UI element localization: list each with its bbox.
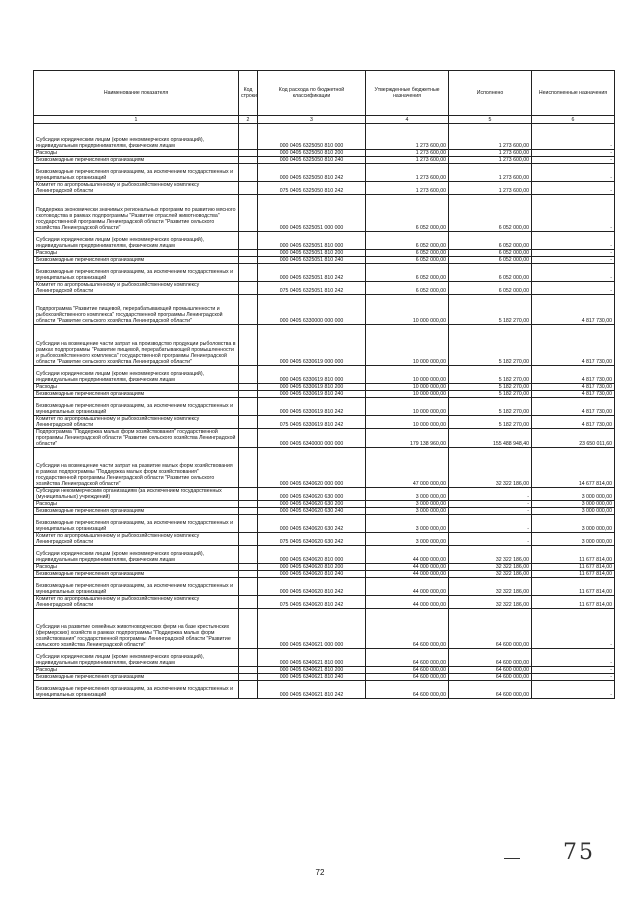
row-name: Субсидии на возмещение части затрат на развитие малых форм хозяйствования в рамках подпрограммы "Поддержка малых форм хозяйствования" государственной программы Ленинградской области "Развитие сельского хозяйства Ленинградской области" — [34, 448, 239, 488]
unexecuted-amount: 11 677 814,00 — [532, 596, 615, 609]
row-name: Комитет по агропромышленному и рыбохозяйственному комплексу Ленинградской области — [34, 182, 239, 195]
table-row — [34, 546, 615, 564]
budget-code: 000 0405 6340620 810 200 — [258, 564, 366, 571]
row-name: Комитет по агропромышленному и рыбохозяйственному комплексу Ленинградской области — [34, 533, 239, 546]
column-number: 2 — [239, 116, 258, 124]
approved-amount: 1 273 600,00 — [366, 124, 449, 150]
row-name: Безвозмездные перечисления организациям, за исключением государственных и муниципальных организаций — [34, 398, 239, 416]
row-name: Субсидии юридическим лицам (кроме некоммерческих организаций), индивидуальным предпринимателям, физическим лицам — [34, 232, 239, 250]
row-code — [239, 416, 258, 429]
executed-amount: 64 600 000,00 — [449, 681, 532, 699]
column-header-budget-code: Код расхода по бюджетной классификации — [258, 71, 366, 116]
column-number: 6 — [532, 116, 615, 124]
row-name: Подпрограмма "Поддержка малых форм хозяйствования" государственной программы Ленинградской области "Развитие сельского хозяйства Ленинградской области" — [34, 429, 239, 448]
executed-amount: - — [449, 501, 532, 508]
table-row — [34, 398, 615, 416]
approved-amount: 6 052 000,00 — [366, 264, 449, 282]
budget-code: 000 0405 6330619 810 242 — [258, 398, 366, 416]
approved-amount: 47 000 000,00 — [366, 448, 449, 488]
row-code — [239, 564, 258, 571]
row-name: Безвозмездные перечисления организациям — [34, 508, 239, 515]
row-code — [239, 182, 258, 195]
row-code — [239, 282, 258, 295]
table-row — [34, 448, 615, 488]
budget-code: 000 0405 6340621 810 000 — [258, 649, 366, 667]
approved-amount: 6 052 000,00 — [366, 232, 449, 250]
table-row — [34, 157, 615, 164]
row-code — [239, 488, 258, 501]
unexecuted-amount: - — [532, 609, 615, 649]
unexecuted-amount: - — [532, 195, 615, 232]
row-name: Комитет по агропромышленному и рыбохозяйственному комплексу Ленинградской области — [34, 282, 239, 295]
row-name: Безвозмездные перечисления организациям — [34, 674, 239, 681]
unexecuted-amount: - — [532, 150, 615, 157]
budget-code: 000 0405 6325050 810 242 — [258, 164, 366, 182]
unexecuted-amount: - — [532, 124, 615, 150]
table-row — [34, 295, 615, 325]
budget-code: 075 0405 6340620 630 242 — [258, 533, 366, 546]
executed-amount: 1 273 600,00 — [449, 182, 532, 195]
unexecuted-amount: 3 000 000,00 — [532, 488, 615, 501]
row-name: Субсидии юридическим лицам (кроме некоммерческих организаций), индивидуальным предпринимателям, физическим лицам — [34, 366, 239, 384]
row-code — [239, 391, 258, 398]
approved-amount: 44 000 000,00 — [366, 546, 449, 564]
unexecuted-amount: - — [532, 649, 615, 667]
executed-amount: - — [449, 515, 532, 533]
executed-amount: 5 182 270,00 — [449, 325, 532, 366]
approved-amount: 64 600 000,00 — [366, 649, 449, 667]
table-row — [34, 195, 615, 232]
table-row — [34, 515, 615, 533]
approved-amount: 44 000 000,00 — [366, 578, 449, 596]
budget-code: 000 0405 6325051 000 000 — [258, 195, 366, 232]
handwritten-dash — [504, 858, 520, 859]
budget-code: 000 0405 6340621 810 200 — [258, 667, 366, 674]
unexecuted-amount: 4 817 730,00 — [532, 391, 615, 398]
column-number: 3 — [258, 116, 366, 124]
row-name: Субсидии некоммерческим организациям (за исключением государственных (муниципальных) учреждений) — [34, 488, 239, 501]
unexecuted-amount: 11 677 814,00 — [532, 571, 615, 578]
budget-code: 000 0405 6340620 810 240 — [258, 571, 366, 578]
row-code — [239, 250, 258, 257]
approved-amount: 44 000 000,00 — [366, 571, 449, 578]
budget-code: 000 0405 6340620 000 000 — [258, 448, 366, 488]
budget-code: 000 0405 6325050 810 000 — [258, 124, 366, 150]
unexecuted-amount: 4 817 730,00 — [532, 366, 615, 384]
approved-amount: 179 138 960,00 — [366, 429, 449, 448]
row-name: Безвозмездные перечисления организациям, за исключением государственных и муниципальных организаций — [34, 164, 239, 182]
row-code — [239, 609, 258, 649]
budget-code: 000 0405 6325051 810 000 — [258, 232, 366, 250]
table-row — [34, 282, 615, 295]
table-row — [34, 533, 615, 546]
table-row — [34, 150, 615, 157]
unexecuted-amount: - — [532, 257, 615, 264]
row-code — [239, 325, 258, 366]
row-name: Расходы — [34, 501, 239, 508]
table-row — [34, 667, 615, 674]
page-number: 72 — [315, 868, 325, 877]
table-row — [34, 674, 615, 681]
table-row — [34, 416, 615, 429]
executed-amount: 5 182 270,00 — [449, 295, 532, 325]
table-row — [34, 596, 615, 609]
row-name: Расходы — [34, 150, 239, 157]
row-code — [239, 448, 258, 488]
unexecuted-amount: 4 817 730,00 — [532, 398, 615, 416]
approved-amount: 44 000 000,00 — [366, 564, 449, 571]
table-row — [34, 564, 615, 571]
row-code — [239, 257, 258, 264]
approved-amount: 1 273 600,00 — [366, 150, 449, 157]
row-name: Безвозмездные перечисления организациям, за исключением государственных и муниципальных организаций — [34, 515, 239, 533]
budget-code: 000 0405 6330619 810 240 — [258, 391, 366, 398]
executed-amount: 6 052 000,00 — [449, 195, 532, 232]
approved-amount: 1 273 600,00 — [366, 182, 449, 195]
row-name: Безвозмездные перечисления организациям, за исключением государственных и муниципальных организаций — [34, 264, 239, 282]
budget-code: 075 0405 6340620 810 242 — [258, 596, 366, 609]
approved-amount: 10 000 000,00 — [366, 295, 449, 325]
row-code — [239, 164, 258, 182]
budget-code: 000 0405 6325050 810 200 — [258, 150, 366, 157]
table-row — [34, 250, 615, 257]
unexecuted-amount: 3 000 000,00 — [532, 515, 615, 533]
table-row — [34, 366, 615, 384]
executed-amount: 32 322 186,00 — [449, 596, 532, 609]
executed-amount: 5 182 270,00 — [449, 366, 532, 384]
unexecuted-amount: 11 677 814,00 — [532, 546, 615, 564]
row-name: Расходы — [34, 667, 239, 674]
executed-amount: - — [449, 488, 532, 501]
approved-amount: 6 052 000,00 — [366, 282, 449, 295]
budget-code: 000 0405 6330619 000 000 — [258, 325, 366, 366]
unexecuted-amount: - — [532, 264, 615, 282]
row-code — [239, 295, 258, 325]
row-name: Субсидии на развитие семейных животноводческих ферм на базе крестьянских (фермерских) хозяйств в рамках подпрограммы "Поддержка малых форм хозяйствования" государственной программы Ленинградской области "Развитие сельского хозяйства Ленинградской области" — [34, 609, 239, 649]
row-code — [239, 533, 258, 546]
header-row — [34, 71, 615, 116]
budget-code: 000 0405 6340620 810 000 — [258, 546, 366, 564]
approved-amount: 10 000 000,00 — [366, 391, 449, 398]
row-code — [239, 195, 258, 232]
table-row — [34, 681, 615, 699]
executed-amount: 32 322 186,00 — [449, 571, 532, 578]
executed-amount: 64 600 000,00 — [449, 674, 532, 681]
row-code — [239, 501, 258, 508]
budget-code: 000 0405 6340620 630 240 — [258, 508, 366, 515]
approved-amount: 3 000 000,00 — [366, 488, 449, 501]
budget-table — [33, 70, 615, 699]
budget-code: 000 0405 6340620 630 200 — [258, 501, 366, 508]
approved-amount: 10 000 000,00 — [366, 416, 449, 429]
executed-amount: 1 273 600,00 — [449, 150, 532, 157]
row-code — [239, 398, 258, 416]
row-name: Субсидии юридическим лицам (кроме некоммерческих организаций), индивидуальным предпринимателям, физическим лицам — [34, 649, 239, 667]
executed-amount: 32 322 186,00 — [449, 546, 532, 564]
table-row — [34, 609, 615, 649]
column-number: 5 — [449, 116, 532, 124]
row-code — [239, 571, 258, 578]
executed-amount: 32 322 186,00 — [449, 448, 532, 488]
row-name: Подпрограмма "Развитие пищевой, перерабатывающей промышленности и рыбохозяйственного комплекса" государственной программы Ленинградской области "Развитие сельского хозяйства Ленинградской области" — [34, 295, 239, 325]
table-row — [34, 571, 615, 578]
row-code — [239, 578, 258, 596]
row-name: Безвозмездные перечисления организациям — [34, 391, 239, 398]
table-row — [34, 501, 615, 508]
executed-amount: 6 052 000,00 — [449, 250, 532, 257]
row-name: Безвозмездные перечисления организациям — [34, 571, 239, 578]
executed-amount: 6 052 000,00 — [449, 264, 532, 282]
executed-amount: 1 273 600,00 — [449, 124, 532, 150]
unexecuted-amount: 23 650 011,60 — [532, 429, 615, 448]
approved-amount: 6 052 000,00 — [366, 195, 449, 232]
table-row — [34, 649, 615, 667]
executed-amount: 64 600 000,00 — [449, 667, 532, 674]
approved-amount: 3 000 000,00 — [366, 508, 449, 515]
column-header-executed: Исполнено — [449, 71, 532, 116]
unexecuted-amount: 3 000 000,00 — [532, 508, 615, 515]
budget-code: 075 0405 6325050 810 242 — [258, 182, 366, 195]
executed-amount: 6 052 000,00 — [449, 232, 532, 250]
row-name: Безвозмездные перечисления организациям — [34, 257, 239, 264]
unexecuted-amount: 3 000 000,00 — [532, 533, 615, 546]
executed-amount: 155 488 948,40 — [449, 429, 532, 448]
unexecuted-amount: 11 677 814,00 — [532, 564, 615, 571]
unexecuted-amount: 4 817 730,00 — [532, 325, 615, 366]
budget-code: 000 0405 6325051 810 242 — [258, 264, 366, 282]
row-name: Поддержка экономически значимых региональных программ по развитию мясного скотоводства в рамках подпрограммы "Развитие отраслей животноводства" государственной программы Ленинградской области "Развитие сельского хозяйства Ленинградской области" — [34, 195, 239, 232]
executed-amount: - — [449, 533, 532, 546]
executed-amount: 5 182 270,00 — [449, 398, 532, 416]
budget-code: 000 0405 6325050 810 240 — [258, 157, 366, 164]
table-row — [34, 124, 615, 150]
approved-amount: 44 000 000,00 — [366, 596, 449, 609]
row-code — [239, 515, 258, 533]
approved-amount: 10 000 000,00 — [366, 366, 449, 384]
table-body — [34, 124, 615, 699]
column-header-name: Наименование показателя — [34, 71, 239, 116]
row-name: Расходы — [34, 564, 239, 571]
executed-amount: 1 273 600,00 — [449, 164, 532, 182]
executed-amount: 5 182 270,00 — [449, 391, 532, 398]
budget-code: 075 0405 6330619 810 242 — [258, 416, 366, 429]
row-name: Субсидии юридическим лицам (кроме некоммерческих организаций), индивидуальным предпринимателям, физическим лицам — [34, 124, 239, 150]
row-name: Безвозмездные перечисления организациям, за исключением государственных и муниципальных организаций — [34, 681, 239, 699]
row-code — [239, 596, 258, 609]
approved-amount: 6 052 000,00 — [366, 250, 449, 257]
row-code — [239, 546, 258, 564]
column-header-approved: Утвержденные бюджетные назначения — [366, 71, 449, 116]
row-code — [239, 681, 258, 699]
budget-code: 000 0405 6340620 630 242 — [258, 515, 366, 533]
approved-amount: 64 600 000,00 — [366, 681, 449, 699]
approved-amount: 3 000 000,00 — [366, 515, 449, 533]
executed-amount: 64 600 000,00 — [449, 609, 532, 649]
approved-amount: 64 600 000,00 — [366, 667, 449, 674]
table-row — [34, 164, 615, 182]
executed-amount: 6 052 000,00 — [449, 257, 532, 264]
unexecuted-amount: 4 817 730,00 — [532, 295, 615, 325]
table-row — [34, 264, 615, 282]
executed-amount: 64 600 000,00 — [449, 649, 532, 667]
row-code — [239, 232, 258, 250]
executed-amount: 5 182 270,00 — [449, 384, 532, 391]
executed-amount: 1 273 600,00 — [449, 157, 532, 164]
unexecuted-amount: - — [532, 674, 615, 681]
row-name: Субсидии юридическим лицам (кроме некоммерческих организаций), индивидуальным предпринимателям, физическим лицам — [34, 546, 239, 564]
row-code — [239, 124, 258, 150]
column-header-unexecuted: Неисполненные назначения — [532, 71, 615, 116]
row-code — [239, 150, 258, 157]
row-name: Расходы — [34, 250, 239, 257]
approved-amount: 10 000 000,00 — [366, 384, 449, 391]
table-row — [34, 488, 615, 501]
column-header-row-code: Код строки — [239, 71, 258, 116]
unexecuted-amount: - — [532, 182, 615, 195]
row-code — [239, 384, 258, 391]
approved-amount: 10 000 000,00 — [366, 398, 449, 416]
table-row — [34, 391, 615, 398]
unexecuted-amount: 14 677 814,00 — [532, 448, 615, 488]
row-code — [239, 366, 258, 384]
column-number-row — [34, 116, 615, 124]
table-row — [34, 325, 615, 366]
unexecuted-amount: 11 677 814,00 — [532, 578, 615, 596]
budget-code: 000 0405 6340621 000 000 — [258, 609, 366, 649]
unexecuted-amount: - — [532, 232, 615, 250]
row-name: Расходы — [34, 384, 239, 391]
unexecuted-amount: - — [532, 164, 615, 182]
row-code — [239, 667, 258, 674]
budget-code: 000 0405 6340621 810 240 — [258, 674, 366, 681]
unexecuted-amount: 4 817 730,00 — [532, 384, 615, 391]
unexecuted-amount: - — [532, 282, 615, 295]
unexecuted-amount: - — [532, 157, 615, 164]
executed-amount: 5 182 270,00 — [449, 416, 532, 429]
row-name: Безвозмездные перечисления организациям — [34, 157, 239, 164]
table-row — [34, 578, 615, 596]
row-code — [239, 157, 258, 164]
row-code — [239, 508, 258, 515]
row-code — [239, 429, 258, 448]
table-row — [34, 508, 615, 515]
budget-code: 000 0405 6340621 810 242 — [258, 681, 366, 699]
budget-code: 000 0405 6330619 810 200 — [258, 384, 366, 391]
budget-code: 000 0405 6340620 810 242 — [258, 578, 366, 596]
approved-amount: 10 000 000,00 — [366, 325, 449, 366]
row-code — [239, 674, 258, 681]
executed-amount: 6 052 000,00 — [449, 282, 532, 295]
budget-code: 000 0405 6325051 810 200 — [258, 250, 366, 257]
table-row — [34, 182, 615, 195]
budget-code: 000 0405 6340000 000 000 — [258, 429, 366, 448]
approved-amount: 1 273 600,00 — [366, 164, 449, 182]
approved-amount: 3 000 000,00 — [366, 533, 449, 546]
table-row — [34, 232, 615, 250]
unexecuted-amount: 3 000 000,00 — [532, 501, 615, 508]
unexecuted-amount: - — [532, 250, 615, 257]
row-name: Комитет по агропромышленному и рыбохозяйственному комплексу Ленинградской области — [34, 596, 239, 609]
budget-code: 000 0405 6330000 000 000 — [258, 295, 366, 325]
table-row — [34, 257, 615, 264]
unexecuted-amount: 4 817 730,00 — [532, 416, 615, 429]
approved-amount: 64 600 000,00 — [366, 609, 449, 649]
table-row — [34, 384, 615, 391]
table-row — [34, 429, 615, 448]
column-number: 4 — [366, 116, 449, 124]
executed-amount: 32 322 186,00 — [449, 578, 532, 596]
executed-amount: 32 322 186,00 — [449, 564, 532, 571]
row-code — [239, 264, 258, 282]
row-name: Комитет по агропромышленному и рыбохозяйственному комплексу Ленинградской области — [34, 416, 239, 429]
row-name: Субсидии на возмещение части затрат на производство продукции рыболовства в рамках подпрограммы "Развитие пищевой, перерабатывающей промышленности и рыбохозяйственного комплекса" государственной программы Ленинградской области "Развитие сельского хозяйства Ленинградской области" — [34, 325, 239, 366]
unexecuted-amount: - — [532, 681, 615, 699]
budget-code: 000 0405 6330619 810 000 — [258, 366, 366, 384]
column-number: 1 — [34, 116, 239, 124]
row-name: Безвозмездные перечисления организациям, за исключением государственных и муниципальных организаций — [34, 578, 239, 596]
approved-amount: 3 000 000,00 — [366, 501, 449, 508]
budget-code: 000 0405 6340620 630 000 — [258, 488, 366, 501]
budget-code: 075 0405 6325051 810 242 — [258, 282, 366, 295]
unexecuted-amount: - — [532, 667, 615, 674]
approved-amount: 64 600 000,00 — [366, 674, 449, 681]
budget-code: 000 0405 6325051 810 240 — [258, 257, 366, 264]
approved-amount: 6 052 000,00 — [366, 257, 449, 264]
executed-amount: - — [449, 508, 532, 515]
approved-amount: 1 273 600,00 — [366, 157, 449, 164]
row-code — [239, 649, 258, 667]
handwritten-page-stamp: 75 — [563, 840, 595, 865]
